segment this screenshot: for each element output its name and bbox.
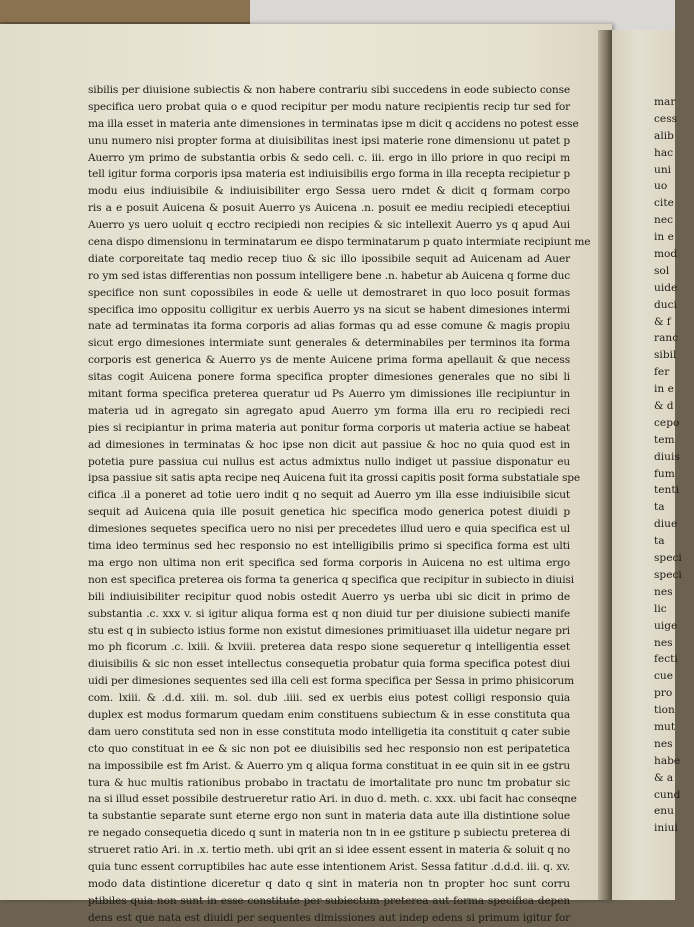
- wooden-board: [0, 0, 250, 22]
- right-book-page: [612, 30, 682, 900]
- right-text-line: mod: [654, 248, 678, 261]
- right-text-line: & f: [654, 315, 671, 328]
- text-line: cena dispo dimensionu in terminatarum ee dispo terminatarum p quato intermiate recipiunt me: [88, 236, 591, 249]
- text-line: substantia .c. xxx v. si igitur aliqua forma est q non diuid tur per diuisione subiecti manife: [88, 607, 570, 620]
- text-line: dens est que nata est diuidi per sequentes dimissiones aut indep edens si primum igitur for: [88, 911, 570, 924]
- text-line: unu numero nisi propter forma at diuisibilitas inest ipsi materie rone dimensionu ut patet p: [88, 134, 570, 147]
- text-line: specifica uero probat quia o e quod recipitur per modu nature recipientis recip tur sed for: [88, 100, 570, 113]
- right-text-line: habe: [654, 754, 681, 767]
- right-text-line: uide: [654, 281, 678, 294]
- text-line: modu eius indiuisibile & indiuisibiliter ergo Sessa uero rndet & dicit q formam corpo: [88, 185, 570, 198]
- text-line: sequit ad Auicena quia ille posuit genetica hic specifica modo generica potest diuidi p: [88, 506, 570, 519]
- page-text-block: [88, 82, 591, 927]
- right-text-line: nes: [654, 636, 673, 649]
- right-text-line: uo: [654, 180, 668, 193]
- text-line: diuisibilis & sic non esset intellectus consequetia probatur quia forma specifica potest diui: [88, 658, 570, 671]
- right-text-line: cite: [654, 197, 674, 210]
- text-line: strueret ratio Ari. in .x. tertio meth. ubi qrit an si idee essent essent in materia & soluit q no: [88, 844, 570, 857]
- right-text-line: lic: [654, 602, 667, 615]
- text-line: Auerro ys uero uoluit q ecctro recipiedi non recipies & sic intellexit Auerro ys q apud Aui: [88, 219, 570, 232]
- right-text-line: ta: [654, 535, 665, 548]
- text-line: ro ym sed istas differentias non possum intelligere bene .n. habetur ab Auicena q forme duc: [88, 269, 571, 282]
- right-text-line: uige: [654, 619, 678, 632]
- right-text-line: cepo: [654, 416, 680, 429]
- text-line: sibilis per diuisione subiectis & non habere contrariu sibi succedens in eode subiecto conse: [88, 84, 570, 96]
- text-line: ma illa esset in materia ante dimensiones in terminatas ipse m dicit q accidens no potest esse: [88, 117, 579, 130]
- right-text-line: cue: [654, 670, 674, 683]
- right-text-line: nes: [654, 737, 673, 750]
- text-line: sicut ergo dimesiones intermiate sunt generales & determinabiles per terminos ita forma: [88, 337, 570, 350]
- right-page-text-block: [654, 94, 694, 837]
- text-line: mo ph ficorum .c. lxiii. & lxviii. preterea data respo sione sequeretur q intelligentia esset: [88, 641, 570, 654]
- right-text-line: speci: [654, 568, 682, 581]
- text-line: duplex est modus formarum quedam enim constituens subiectum & in esse constituta qua: [88, 708, 570, 721]
- text-line: na si illud esset possibile destrueretur ratio Ari. in duo d. meth. c. xxx. ubi facit hac conseqne: [88, 793, 577, 806]
- text-line: dam uero constituta sed non in esse constituta modo intelligetia ita constituit q cater subie: [88, 725, 570, 738]
- text-line: tima ideo terminus sed hec responsio no est intelligibilis primo si specifica forma est ulti: [88, 540, 570, 553]
- text-line: modo data distintione diceretur q dato q sint in materia non tn propter hoc sunt corru: [88, 877, 570, 890]
- text-line: bili indiuisibiliter recipitur quod nobis ostedit Auerro ys uerba ubi sic dicit in primo de: [88, 590, 570, 603]
- text-line: cto quo constituat in ee & sic non pot ee diuisibilis sed hec responsio non est peripatetica: [88, 742, 570, 755]
- text-line: uidi per dimesiones sequentes sed illa celi est forma specifica per Sessa in primo phisicorum: [88, 675, 575, 688]
- right-text-line: hac: [654, 146, 674, 159]
- text-line: re negado consequetia dicedo q sunt in materia non tn in ee gstiture p subiectu preterea di: [88, 827, 570, 840]
- right-text-line: sibil: [654, 349, 677, 362]
- right-text-line: in e: [654, 231, 674, 244]
- text-line: potetia pure passiua cui nullus est actus admixtus nullo indiget ut passiue disponatur eu: [88, 455, 570, 468]
- text-line: nate ad terminatas ita forma corporis ad alias formas qu ad esse comune & magis propiu: [88, 320, 570, 333]
- right-text-line: enu: [654, 805, 674, 818]
- right-text-line: fer: [654, 366, 670, 379]
- text-line: non est specifica preterea ois forma ta generica q specifica que recipitur in subiecto in diuisi: [88, 573, 574, 586]
- right-text-line: uni: [654, 163, 672, 176]
- text-line: com. lxiii. & .d.d. xiii. m. sol. dub .iiii. sed ex uerbis eius potest colligi responsio quia: [88, 692, 570, 705]
- text-line: ris a e posuit Auicena & posuit Auerro ys Auicena .n. posuit ee mediu recipiedi eteceptiui: [88, 202, 570, 215]
- text-line: ipsa passiue sit satis apta recipe neq Auicena fuit ita grossi capitis posit forma substatiale spe: [88, 472, 581, 485]
- text-line: tura & huc multis rationibus probabo in tractatu de imortalitate pro nunc tm probatur sic: [88, 776, 570, 789]
- right-text-line: tion: [654, 704, 675, 717]
- right-text-line: ranc: [654, 332, 679, 345]
- right-text-line: duci: [654, 298, 677, 311]
- text-line: sitas cogit Auicena ponere forma specifica propter dimesiones generales que no sibi li: [88, 371, 570, 384]
- right-text-line: tem: [654, 433, 675, 446]
- text-line: dimesiones sequetes specifica uero no nisi per precedetes illud uero e quia specifica est ul: [88, 523, 570, 536]
- right-text-line: sol: [654, 264, 670, 277]
- left-book-page: [0, 24, 612, 924]
- text-line: stu est q in subiecto istius forme non existut dimesiones primitiuaset illa uidetur negare pri: [88, 624, 570, 637]
- right-text-line: nec: [654, 214, 674, 227]
- text-line: ptibiles quia non sunt in esse constitute per subiectum preterea aut forma specifica depen: [88, 894, 570, 907]
- text-line: quia tunc essent corruptibiles hac aute esse intentionem Arist. Sessa fatitur .d.d.d. iii. q. xv.: [88, 860, 570, 873]
- text-line: mitant forma specifica preterea queratur ud Ps Auerro ym dimissiones ille recipiuntur in: [88, 388, 570, 401]
- text-line: ma ergo non ultima non erit specifica sed forma corporis in Auicena no est ultima ergo: [88, 556, 570, 569]
- right-text-line: & d: [654, 400, 674, 413]
- right-text-line: diue: [654, 518, 678, 531]
- text-line: specifica imo oppositu colligitur ex uerbis Auerro ys na sicut se habent dimesiones intermi: [88, 303, 570, 316]
- right-text-line: diuis: [654, 450, 680, 463]
- text-line: Auerro ym primo de substantia orbis & sedo celi. c. iii. ergo in illo priore in quo recipi m: [88, 151, 570, 164]
- text-line: ta substantie separate sunt eterne ergo non sunt in materia data aute illa distintione solue: [88, 810, 570, 823]
- text-line: tell igitur forma corporis ipsa materia est indiuisibilis ergo forma in illa recepta recipietur p: [88, 168, 570, 181]
- text-line: corporis est generica & Auerro ys de mente Auicene prima forma apellauit & que necess: [88, 354, 570, 367]
- text-line: materia ud in agregato sin agregato apud Auerro ym forma illa eru ro recipiedi reci: [88, 404, 570, 417]
- text-line: na impossibile est fm Arist. & Auerro ym q aliqua forma constituat in ee quin sit in ee gstru: [88, 759, 570, 772]
- right-text-line: ta: [654, 501, 665, 514]
- text-line: ad dimesiones in terminatas & hoc ipse non dicit aut passiue & hoc no quia quod est in: [88, 438, 570, 451]
- right-text-line: cund: [654, 788, 681, 801]
- text-line: cifica .il a poneret ad totie uero indit q no sequit ad Auerro ym illa esse indiuisibile sicut: [88, 489, 570, 502]
- right-text-line: speci: [654, 552, 682, 565]
- right-text-line: nes: [654, 585, 673, 598]
- text-line: diate corporeitate taq medio recep tiuo & sic illo ipossibile sequit ad Auicenam ad Auer: [88, 252, 570, 265]
- right-text-line: pro: [654, 687, 673, 700]
- text-line: specifice non sunt copossibiles in eode & uelle ut demostraret in quo loco posuit formas: [88, 286, 570, 299]
- right-text-line: mut: [654, 720, 676, 733]
- right-text-line: in e: [654, 383, 674, 396]
- bleed-through-marks: [47, 202, 87, 213]
- right-text-line: fum: [654, 467, 675, 480]
- right-text-line: cess: [654, 112, 678, 125]
- right-text-line: & a: [654, 771, 674, 784]
- right-text-line: fecti: [654, 653, 678, 666]
- right-text-line: tenti: [654, 484, 679, 497]
- text-line: pies si recipiantur in prima materia aut ponitur forma corporis ut materia actiue se habeat: [88, 421, 570, 434]
- right-text-line: alib: [654, 129, 674, 142]
- right-text-line: mar: [654, 96, 676, 108]
- right-text-line: iniui: [654, 822, 678, 835]
